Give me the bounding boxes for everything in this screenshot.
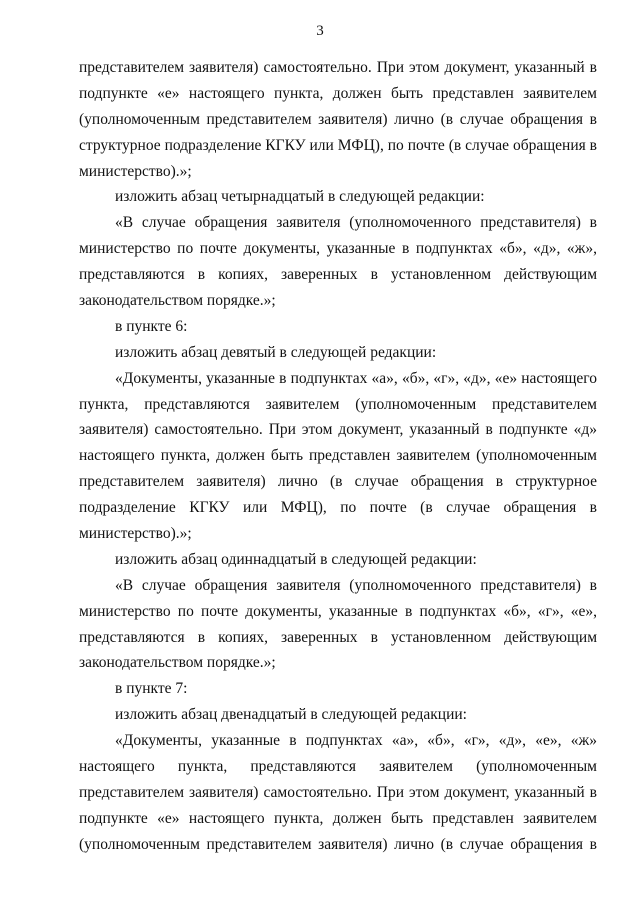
text-line: министерство).»; [79,525,192,543]
document-body [79,55,597,858]
text-line: изложить абзац одиннадцатый в следующей редакции: [115,550,477,568]
text-line: изложить абзац девятый в следующей редакции: [115,343,437,361]
text-line: (уполномоченным представителем заявителя) лично (в случае обращения в [79,835,597,853]
text-line: представляются в копиях, заверенных в установленном действующим [79,266,597,284]
text-line: пункта, представляются заявителем (уполномоченным представителем [79,395,597,413]
text-line: заявителя) самостоятельно. При этом документ, указанный в подпункте «д» [79,421,597,439]
text-line: министерство по почте документы, указанные в подпунктах «б», «д», «ж», [79,240,597,258]
text-line: «Документы, указанные в подпунктах «а», «б», «г», «д», «е» настоящего [115,369,597,387]
text-line: законодательством порядке.»; [79,292,276,310]
text-line: подпункте «е» настоящего пункта, должен быть представлен заявителем [79,809,597,827]
text-line: «Документы, указанные в подпунктах «а», «б», «г», «д», «е», «ж» [115,732,597,750]
text-line: изложить абзац четырнадцатый в следующей редакции: [115,188,485,206]
text-line: законодательством порядке.»; [79,654,276,672]
text-line: подпункте «е» настоящего пункта, должен быть представлен заявителем [79,84,597,102]
text-line: министерство).»; [79,162,192,180]
text-line: в пункте 7: [115,680,188,698]
page-number: 3 [316,23,324,39]
text-line: настоящего пункта, представляются заявителем (уполномоченным [79,758,597,776]
text-line: представителем заявителя) самостоятельно. При этом документ, указанный в [79,59,597,76]
text-line: в пункте 6: [115,317,188,335]
text-line: министерство по почте документы, указанные в подпунктах «б», «г», «е», [79,602,597,620]
text-line: структурное подразделение КГКУ или МФЦ), по почте (в случае обращения в [79,136,597,154]
text-line: изложить абзац двенадцатый в следующей редакции: [115,706,467,724]
text-line: представляются в копиях, заверенных в установленном действующим [79,628,597,646]
text-line: (уполномоченным представителем заявителя) лично (в случае обращения в [79,110,597,128]
text-line: представителем заявителя) лично (в случае обращения в структурное [79,473,597,491]
text-line: настоящего пункта, должен быть представлен заявителем (уполномоченным [79,447,597,465]
text-line: «В случае обращения заявителя (уполномоченного представителя) в [115,576,597,594]
text-line: представителем заявителя) самостоятельно. При этом документ, указанный в [79,783,597,801]
text-line: «В случае обращения заявителя (уполномоченного представителя) в [115,214,597,232]
text-line: подразделение КГКУ или МФЦ), по почте (в случае обращения в [79,499,597,517]
